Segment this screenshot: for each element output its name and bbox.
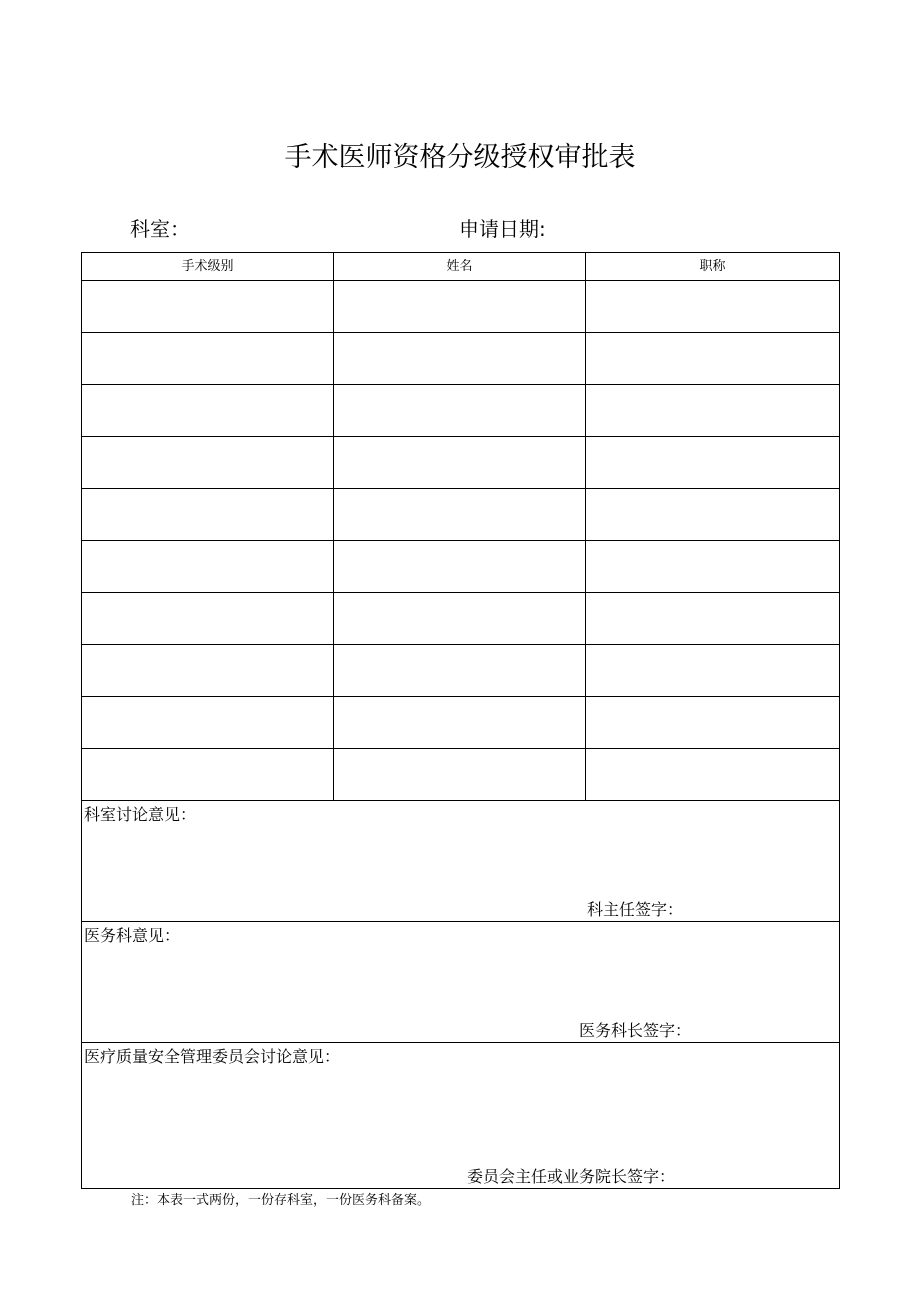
title-cell[interactable] (586, 333, 840, 385)
table-row (82, 333, 840, 385)
header-name: 姓名 (334, 253, 586, 281)
surgery-level-cell[interactable] (82, 749, 334, 801)
title-cell[interactable] (586, 749, 840, 801)
committee-opinion-label: 医疗质量安全管理委员会讨论意见： (84, 1047, 341, 1066)
name-cell[interactable] (334, 489, 586, 541)
table-header-row (82, 253, 840, 281)
title-cell[interactable] (586, 541, 840, 593)
title-cell[interactable] (586, 281, 840, 333)
committee-director-signature-label: 委员会主任或业务院长签字： (467, 1167, 676, 1186)
name-cell[interactable] (334, 281, 586, 333)
name-cell[interactable] (334, 437, 586, 489)
footnote: 注：本表一式两份，一份存科室，一份医务科备案。 (131, 1193, 431, 1208)
name-cell[interactable] (334, 333, 586, 385)
header-title: 职称 (586, 253, 840, 281)
surgery-level-cell[interactable] (82, 645, 334, 697)
medical-affairs-opinion-cell[interactable] (82, 922, 840, 1043)
surgery-level-cell[interactable] (82, 333, 334, 385)
name-cell[interactable] (334, 749, 586, 801)
title-cell[interactable] (586, 697, 840, 749)
committee-opinion-cell[interactable] (82, 1043, 840, 1189)
department-opinion-row (82, 801, 840, 922)
surgery-level-cell[interactable] (82, 281, 334, 333)
department-head-signature-label: 科主任签字： (587, 900, 684, 919)
table-row (82, 749, 840, 801)
table-row (82, 281, 840, 333)
table-row (82, 697, 840, 749)
surgery-level-cell[interactable] (82, 385, 334, 437)
medical-affairs-opinion-label: 医务科意见： (84, 926, 181, 945)
title-cell[interactable] (586, 385, 840, 437)
name-cell[interactable] (334, 541, 586, 593)
title-cell[interactable] (586, 489, 840, 541)
surgery-level-cell[interactable] (82, 697, 334, 749)
name-cell[interactable] (334, 697, 586, 749)
department-opinion-label: 科室讨论意见： (84, 805, 197, 824)
approval-table (81, 252, 840, 1189)
form-title: 手术医师资格分级授权审批表 (284, 142, 636, 173)
title-cell[interactable] (586, 645, 840, 697)
name-cell[interactable] (334, 593, 586, 645)
name-cell[interactable] (334, 385, 586, 437)
table-row (82, 645, 840, 697)
committee-opinion-row (82, 1043, 840, 1189)
surgery-level-cell[interactable] (82, 437, 334, 489)
surgery-level-cell[interactable] (82, 593, 334, 645)
header-surgery-level: 手术级别 (82, 253, 334, 281)
department-label: 科室： (130, 217, 190, 241)
table-row (82, 385, 840, 437)
surgery-level-cell[interactable] (82, 489, 334, 541)
table-row (82, 437, 840, 489)
title-cell[interactable] (586, 593, 840, 645)
medical-affairs-chief-signature-label: 医务科长签字： (579, 1021, 692, 1040)
medical-affairs-opinion-row (82, 922, 840, 1043)
department-opinion-cell[interactable] (82, 801, 840, 922)
table-row (82, 593, 840, 645)
application-date-label: 申请日期: (459, 217, 546, 241)
table-row (82, 489, 840, 541)
surgery-level-cell[interactable] (82, 541, 334, 593)
name-cell[interactable] (334, 645, 586, 697)
title-cell[interactable] (586, 437, 840, 489)
table-row (82, 541, 840, 593)
